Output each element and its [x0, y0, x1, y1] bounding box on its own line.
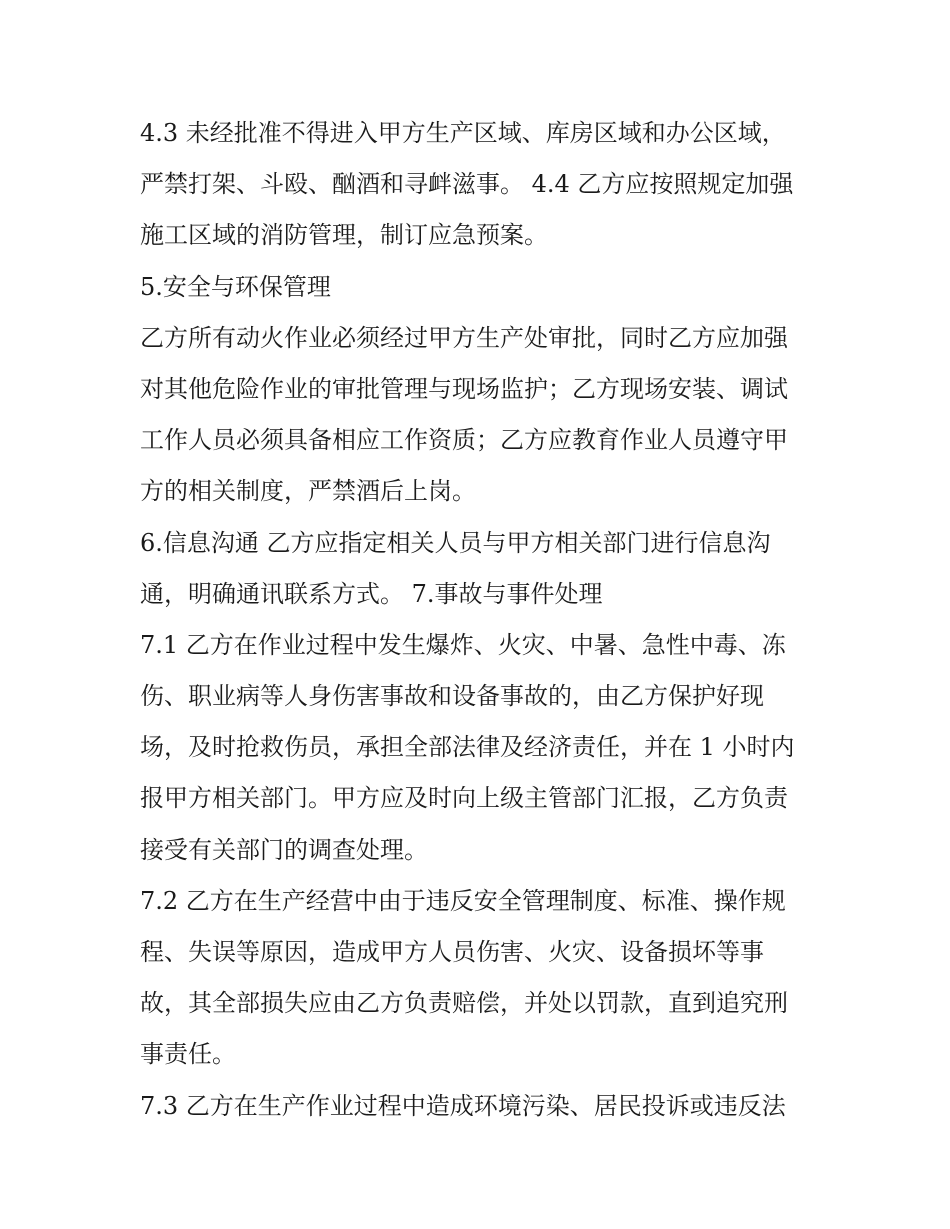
- text-line: 7.1 乙方在作业过程中发生爆炸、火灾、中暑、急性中毒、冻: [140, 630, 786, 659]
- text-line: 6.信息沟通 乙方应指定相关人员与甲方相关部门进行信息沟: [140, 528, 771, 557]
- text-line: 7.2 乙方在生产经营中由于违反安全管理制度、标准、操作规: [140, 886, 786, 915]
- text-line: 4.3 未经批准不得进入甲方生产区域、库房区域和办公区域，: [140, 119, 786, 147]
- text-line: 严禁打架、斗殴、酗酒和寻衅滋事。 4.4 乙方应按照规定加强: [140, 170, 794, 199]
- text-line: 方的相关制度，严禁酒后上岗。: [140, 477, 476, 506]
- text-line: 通，明确通讯联系方式。 7.事故与事件处理: [140, 579, 603, 608]
- text-line: 7.3 乙方在生产作业过程中造成环境污染、居民投诉或违反法: [140, 1091, 786, 1120]
- text-line: 程、失误等原因，造成甲方人员伤害、火灾、设备损坏等事: [140, 938, 764, 966]
- section-heading: 5.安全与环保管理: [140, 272, 331, 301]
- text-line: 乙方所有动火作业必须经过甲方生产处审批，同时乙方应加强: [140, 323, 788, 352]
- text-line: 工作人员必须具备相应工作资质；乙方应教育作业人员遵守甲: [140, 426, 788, 455]
- text-line: 故，其全部损失应由乙方负责赔偿，并处以罚款，直到追究刑: [140, 989, 788, 1018]
- text-line: 场，及时抢救伤员，承担全部法律及经济责任，并在 1 小时内: [140, 733, 795, 762]
- document-body: [140, 108, 820, 1132]
- text-line: 对其他危险作业的审批管理与现场监护；乙方现场安装、调试: [140, 374, 788, 403]
- text-line: 报甲方相关部门。甲方应及时向上级主管部门汇报，乙方负责: [140, 784, 788, 813]
- text-line: 伤、职业病等人身伤害事故和设备事故的，由乙方保护好现: [140, 682, 764, 711]
- text-line: 事责任。: [140, 1040, 236, 1069]
- text-line: 施工区域的消防管理，制订应急预案。: [140, 221, 548, 250]
- text-line: 接受有关部门的调查处理。: [140, 835, 428, 864]
